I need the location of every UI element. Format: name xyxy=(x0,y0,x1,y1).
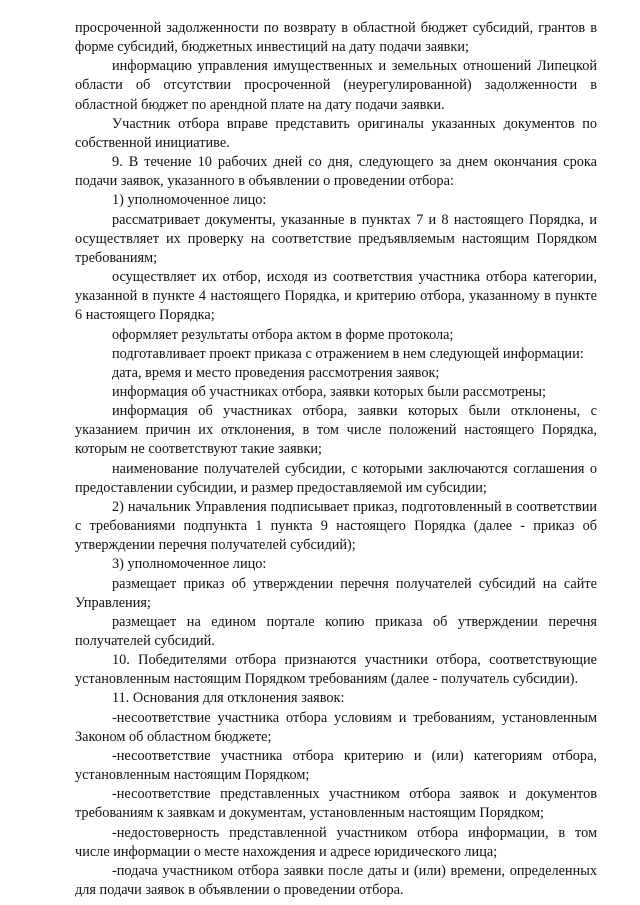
paragraph-9: подготавливает проект приказа с отражением в нем следующей информации: xyxy=(112,345,584,362)
paragraph-3: Участник отбора вправе представить оригиналы указанных документов по собственной инициативе. xyxy=(75,115,597,151)
paragraph-20: -несоответствие участника отбора условиям и требованиям, установленным Законом об областном бюджете; xyxy=(75,709,597,745)
paragraph-16: размещает приказ об утверждении перечня получателей субсидий на сайте Управления; xyxy=(75,575,597,611)
paragraph-19: 11. Основания для отклонения заявок: xyxy=(112,690,345,707)
document-page xyxy=(75,19,597,900)
paragraph-8: оформляет результаты отбора актом в форме протокола; xyxy=(112,326,454,343)
paragraph-1: просроченной задолженности по возврату в областной бюджет субсидий, грантов в форме субсидий, бюджетных инвестиций на дату подачи заявки; xyxy=(75,20,597,56)
paragraph-7: осуществляет их отбор, исходя из соответствия участника отбора категории, указанной в пункте 4 настоящего Порядка, и критерию отбора, указанному в пункте 6 настоящего Порядка; xyxy=(75,269,597,324)
paragraph-2: информацию управления имущественных и земельных отношений Липецкой области об отсутствии просроченной (неурегулированной) задолженности в областной бюджет по арендной плате на дату подачи заявки. xyxy=(75,58,597,113)
paragraph-5: 1) уполномоченное лицо: xyxy=(112,192,267,209)
paragraph-22: -несоответствие представленных участником отбора заявок и документов требованиям к заявкам и документам, установленным настоящим Порядком; xyxy=(75,786,597,822)
paragraph-11: информация об участниках отбора, заявки которых были рассмотрены; xyxy=(112,383,546,400)
paragraph-4: 9. В течение 10 рабочих дней со дня, следующего за днем окончания срока подачи заявок, указанного в объявлении о проведении отбора: xyxy=(75,154,597,190)
paragraph-6: рассматривает документы, указанные в пунктах 7 и 8 настоящего Порядка, и осуществляет их проверку на соответствие предъявляемым настоящим Порядком требованиям; xyxy=(75,211,597,266)
paragraph-14: 2) начальник Управления подписывает приказ, подготовленный в соответствии с требованиями подпункта 1 пункта 9 настоящего Порядка (далее - приказ об утверждении перечня получателей субсидий); xyxy=(75,498,597,554)
paragraph-23: -недостоверность представленной участником отбора информации, в том числе информации о месте нахождения и адресе юридического лица; xyxy=(75,824,597,860)
paragraph-13: наименование получателей субсидии, с которыми заключаются соглашения о предоставлении субсидии, и размер предоставляемой им субсидии; xyxy=(75,460,597,496)
paragraph-10: дата, время и место проведения рассмотрения заявок; xyxy=(112,364,440,381)
paragraph-21: -несоответствие участника отбора критерию и (или) категориям отбора, установленным настоящим Порядком; xyxy=(75,747,597,784)
paragraph-24: -подача участником отбора заявки после даты и (или) времени, определенных для подачи заявок в объявлении о проведении отбора. xyxy=(75,862,597,899)
paragraph-15: 3) уполномоченное лицо: xyxy=(112,556,267,573)
paragraph-12: информация об участниках отбора, заявки которых были отклонены, с указанием причин их отклонения, в том числе положений настоящего Порядка, которым не соответствуют такие заявки; xyxy=(75,403,597,458)
paragraph-18: 10. Победителями отбора признаются участники отбора, соответствующие установленным настоящим Порядком требованиям (далее - получатель субсидии). xyxy=(75,652,597,688)
paragraph-17: размещает на едином портале копию приказа об утверждении перечня получателей субсидий. xyxy=(75,613,597,649)
